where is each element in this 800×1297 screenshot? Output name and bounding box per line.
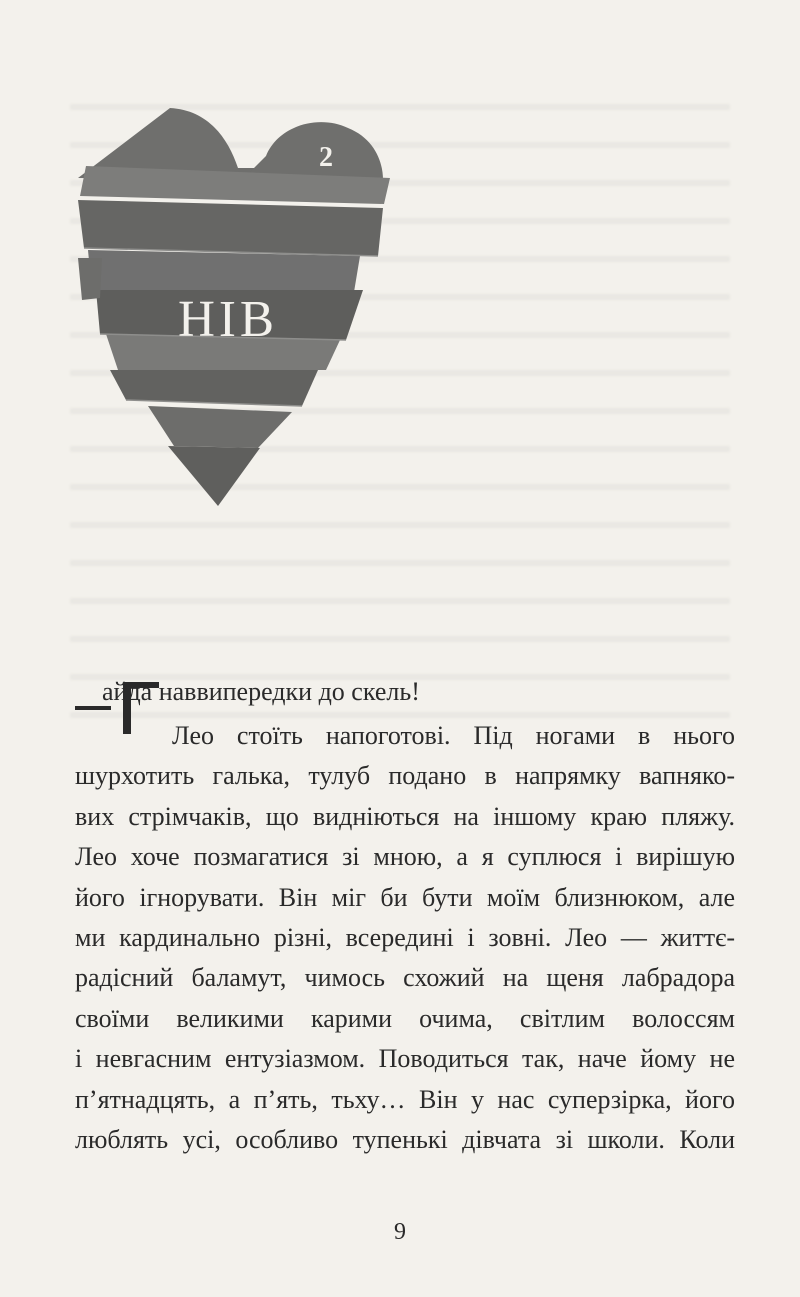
chapter-title: НІВ	[178, 291, 278, 348]
text-line: Лео хоче позмагатися зі мною, а я суплюся і вирішую	[75, 842, 735, 872]
page-number: 9	[394, 1219, 406, 1245]
text-line: ми кардинально різні, всередині і зовні. Лео — життє-	[75, 922, 735, 952]
text-line: своїми великими карими очима, світлим волоссям	[75, 1003, 735, 1033]
text-line: люблять усі, особливо тупенькі дівчата зі школи. Коли	[75, 1124, 735, 1154]
first-line-text: айда наввипередки до скель!	[102, 677, 420, 706]
chapter-number: 2	[319, 142, 333, 173]
chapter-heart-emblem	[78, 108, 398, 508]
text-line: Лео стоїть напоготові. Під ногами в нього	[172, 721, 735, 750]
body-paragraph	[75, 716, 735, 1160]
text-line: радісний баламут, чимось схожий на щеня лабрадора	[75, 963, 735, 993]
text-line: шурхотить галька, тулуб подано в напрямку вапняко-	[75, 761, 735, 791]
text-line: його ігнорувати. Він міг би бути моїм близнюком, але	[75, 882, 735, 912]
text-line: вих стрімчаків, що видніються на іншому краю пляжу.	[75, 801, 735, 831]
text-line: і невгасним ентузіазмом. Поводиться так, наче йому не	[75, 1044, 735, 1074]
text-line: п’ятнадцять, а п’ять, тьху… Він у нас суперзірка, його	[75, 1084, 735, 1114]
